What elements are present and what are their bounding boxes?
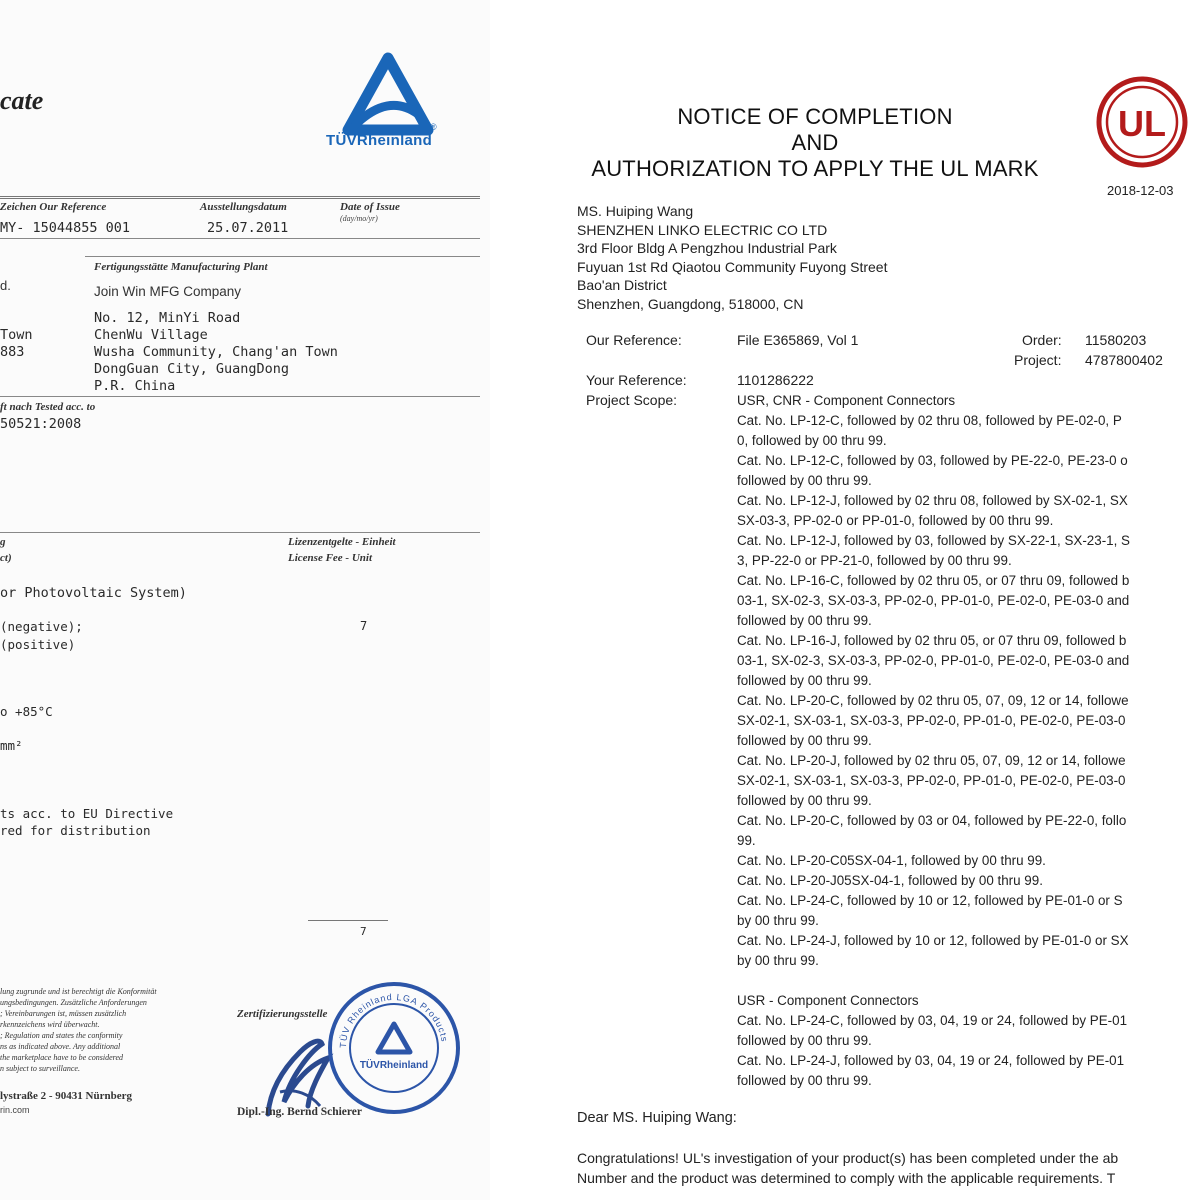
divider [308,920,388,921]
scope-line: followed by 00 thru 99. [737,793,872,808]
scope-line: USR, CNR - Component Connectors [737,393,956,408]
project-value: 4787800402 [1085,352,1163,368]
our-reference-label: Zeichen Our Reference [0,201,107,213]
left-stub: d. [0,278,11,293]
issue-label-en: Date of Issue [340,201,400,213]
left-stub: 883 [0,344,25,360]
address-line: ChenWu Village [94,327,208,343]
certification-body-label: Zertifizierungsstelle [237,1008,328,1020]
registered-mark: ® [430,122,437,132]
plant-name: Join Win MFG Company [94,284,242,299]
scope-line: Cat. No. LP-20-C, followed by 03 or 04, followed by PE-22-0, follo [737,813,1127,828]
notice-title [510,104,1120,182]
fine-print-line: ; Regulation and states the conformity [0,1031,123,1040]
issue-date-format: (day/mo/yr) [340,214,378,223]
scope-line: by 00 thru 99. [737,953,819,968]
product-description: or Photovoltaic System) [0,585,187,601]
scope-line: Cat. No. LP-12-C, followed by 03, followed by PE-22-0, PE-23-0 o [737,453,1128,468]
license-fee-value-2: 7 [360,925,367,938]
wire-size: mm² [0,738,23,753]
issue-label-de: Ausstellungsdatum [200,201,287,213]
product-detail: (negative); [0,619,83,634]
website: rin.com [0,1105,30,1115]
scope-line: Cat. No. LP-12-C, followed by 02 thru 08, followed by PE-02-0, P [737,413,1122,428]
address-line: MS. Huiping Wang [577,203,694,219]
seal-icon [326,980,462,1116]
scope-line: by 00 thru 99. [737,913,819,928]
body-line: Congratulations! UL's investigation of your product(s) has been completed under the ab [577,1150,1119,1166]
product-detail: (positive) [0,637,76,652]
fine-print-line: rkennzeichens wird überwacht. [0,1020,100,1029]
title-line: NOTICE OF COMPLETION [677,104,953,129]
address-line: DongGuan City, GuangDong [94,361,290,377]
fine-print-line: lung zugrunde und ist berechtigt die Konformität [0,987,157,996]
address-line: 3rd Floor Bldg A Pengzhou Industrial Park [577,240,837,256]
ul-notice [510,0,1200,1200]
divider [0,238,480,239]
divider [0,532,480,533]
address-line: Shenzhen, Guangdong, 518000, CN [577,295,804,312]
plant-address [94,310,338,395]
scope-line: 03-1, SX-02-3, SX-03-3, PP-02-0, PP-01-0, PE-02-0, PE-03-0 and [737,593,1130,608]
scope-line: SX-02-1, SX-03-1, SX-03-3, PP-02-0, PP-01-0, PE-02-0, PE-03-0 [737,713,1126,728]
fine-print-line: n subject to surveillance. [0,1064,80,1073]
fine-print-line: ns as indicated above. Any additional [0,1042,121,1051]
scope-line: followed by 00 thru 99. [737,473,872,488]
order-label: Order: [1022,332,1062,348]
address-line: Wusha Community, Chang'an Town [94,344,338,360]
scope-line: Cat. No. LP-12-J, followed by 02 thru 08, followed by SX-02-1, SX [737,493,1128,508]
license-fee-label-de: Lizenzentgelte - Einheit [288,536,396,548]
our-reference-value: File E365869, Vol 1 [737,332,859,348]
scope-line: followed by 00 thru 99. [737,613,872,628]
divider [85,256,480,257]
left-stub: Town [0,327,33,343]
scope-line: followed by 00 thru 99. [737,733,872,748]
your-reference-value: 1101286222 [737,372,814,388]
directive-text: ts acc. to EU Directive [0,806,174,821]
left-stub: ct) [0,552,12,564]
ul-logo-text: UL [1118,103,1166,144]
scope-line: Cat. No. LP-24-J, followed by 03, 04, 19 or 24, followed by PE-01 [737,1053,1125,1068]
scope-line: Cat. No. LP-16-J, followed by 02 thru 05, or 07 thru 09, followed b [737,633,1127,648]
tuv-brand-text: TÜVRheinland [326,132,433,149]
title-line: AUTHORIZATION TO APPLY THE UL MARK [591,156,1039,181]
tested-standard: 50521:2008 [0,416,82,432]
scope-line: 0, followed by 00 thru 99. [737,433,887,448]
recipient-address [577,202,887,313]
your-reference-label: Your Reference: [586,372,687,388]
certificate-title: cate [0,86,44,115]
issue-date: 25.07.2011 [207,220,289,236]
scope-line: Cat. No. LP-24-C, followed by 03, 04, 19 or 24, followed by PE-01 [737,1013,1128,1028]
scope-line: Cat. No. LP-20-J, followed by 02 thru 05, 07, 09, 12 or 14, followe [737,753,1126,768]
our-reference-label: Our Reference: [586,332,682,348]
body-line: Number and the product was determined to comply with the applicable requirements. T [577,1170,1116,1186]
tuv-logo [326,52,456,162]
tuv-seal [326,980,462,1116]
left-stub: g [0,536,6,548]
scope-line: SX-02-1, SX-03-1, SX-03-3, PP-02-0, PP-01-0, PE-02-0, PE-03-0 [737,773,1126,788]
scope-line: Cat. No. LP-20-C, followed by 02 thru 05, 07, 09, 12 or 14, followe [737,693,1129,708]
address-footer: lystraße 2 - 90431 Nürnberg [0,1090,132,1102]
address-line: Fuyuan 1st Rd Qiaotou Community Fuyong Street [577,258,888,275]
our-reference-value: MY- 15044855 001 [0,220,131,236]
signatory-name: Dipl.-Ing. Bernd Schierer [237,1106,363,1118]
seal-brand: TÜVRheinland [359,1060,429,1071]
scope-line: followed by 00 thru 99. [737,1073,872,1088]
scope-line: Cat. No. LP-12-J, followed by 03, followed by SX-22-1, SX-23-1, S [737,533,1130,548]
divider [0,196,480,199]
scope-line: followed by 00 thru 99. [737,1033,872,1048]
fine-print-line: ; Vereinbarungen ist, müssen zusätzlich [0,1009,127,1018]
directive-text: red for distribution [0,823,151,838]
tuv-certificate [0,0,490,1200]
license-fee-value: 7 [360,619,368,633]
tested-label: ft nach Tested acc. to [0,401,96,413]
address-line: SHENZHEN LINKO ELECTRIC CO LTD [577,221,828,238]
scope-line: 99. [737,833,756,848]
address-line: No. 12, MinYi Road [94,310,241,326]
scope-line: SX-03-3, PP-02-0 or PP-01-0, followed by 00 thru 99. [737,513,1054,528]
license-fee-label-en: License Fee - Unit [288,552,373,564]
manufacturing-plant-label: Fertigungsstätte Manufacturing Plant [94,261,268,273]
title-line: AND [791,130,839,155]
scope-line: Cat. No. LP-24-J, followed by 10 or 12, followed by PE-01-0 or SX [737,933,1129,948]
scope-line: Cat. No. LP-16-C, followed by 02 thru 05, or 07 thru 09, followed b [737,573,1130,588]
temperature-range: o +85°C [0,704,53,719]
divider [0,396,480,397]
scope-line: followed by 00 thru 99. [737,673,872,688]
scope-line: USR - Component Connectors [737,993,919,1008]
scope-line: 3, PP-22-0 or PP-21-0, followed by 00 thru 99. [737,553,1012,568]
ul-logo [1096,76,1188,168]
page-gap [490,0,510,1200]
address-line: Bao'an District [577,277,667,293]
project-scope-label: Project Scope: [586,392,678,408]
scope-line: 03-1, SX-02-3, SX-03-3, PP-02-0, PP-01-0, PE-02-0, PE-03-0 and [737,653,1130,668]
ul-mark-icon [1096,76,1188,168]
salutation: Dear MS. Huiping Wang: [577,1110,737,1126]
fine-print-line: the marketplace have to be considered [0,1053,123,1062]
scope-line: Cat. No. LP-20-C05SX-04-1, followed by 00 thru 99. [737,853,1046,868]
scope-line: Cat. No. LP-24-C, followed by 10 or 12, followed by PE-01-0 or S [737,893,1123,908]
project-label: Project: [1014,352,1062,368]
scope-line: Cat. No. LP-20-J05SX-04-1, followed by 00 thru 99. [737,873,1043,888]
fine-print [0,986,157,1074]
order-value: 11580203 [1085,332,1147,348]
address-line: P.R. China [94,378,176,394]
notice-date: 2018-12-03 [1107,183,1174,198]
fine-print-line: ungsbedingungen. Zusätzliche Anforderungen [0,998,147,1007]
seal-text: TÜV Rheinland LGA Products [337,991,450,1049]
